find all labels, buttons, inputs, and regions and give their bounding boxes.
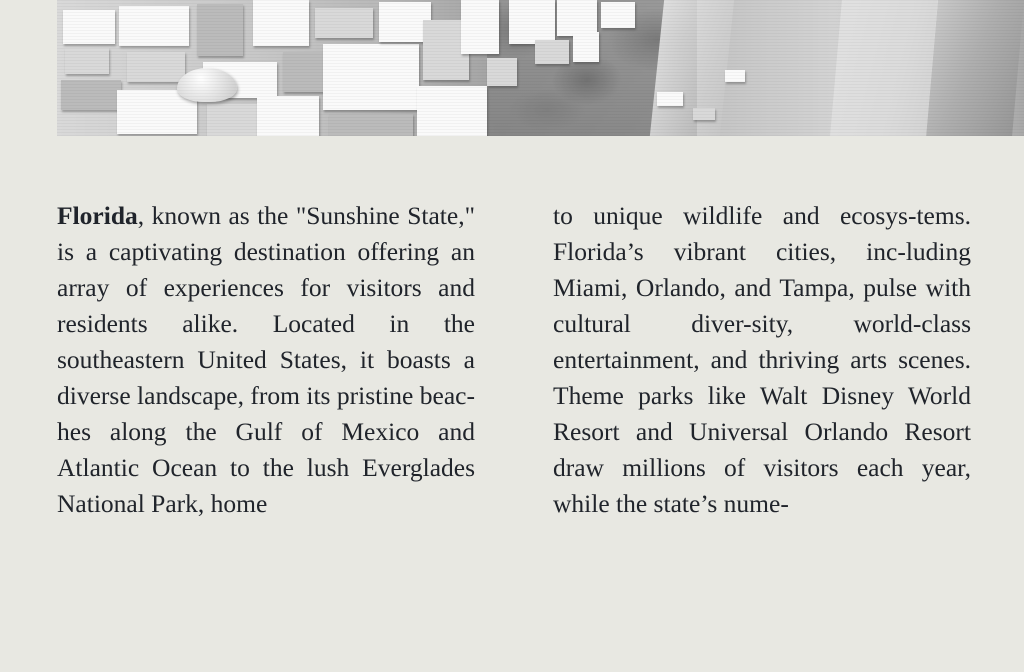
paragraph-left-text: , known as the "Sunshine State," is a captivating destination offering an array of experiences for visitors and residents alike. Located in the southeastern United States, it boasts a diverse landscape, from its pristine beac-hes along the Gulf of Mexico and Atlantic Ocean to the lush Everglades National Park, home	[57, 201, 475, 518]
column-left	[57, 198, 475, 522]
photo-building	[487, 58, 517, 86]
paragraph-right	[553, 198, 971, 522]
aerial-city-photo	[57, 0, 1024, 136]
photo-building	[127, 52, 185, 82]
photo-building	[63, 10, 115, 44]
photo-highrise	[509, 0, 555, 44]
photo-building	[197, 4, 243, 56]
photo-building	[61, 80, 121, 110]
photo-building	[65, 48, 109, 74]
photo-highrise	[557, 0, 597, 36]
column-right	[553, 198, 971, 522]
photo-building	[315, 8, 373, 38]
photo-building	[253, 0, 309, 46]
photo-building	[329, 114, 413, 136]
lead-word: Florida	[57, 201, 138, 230]
photo-building	[417, 86, 487, 136]
photo-highrise	[601, 2, 635, 28]
photo-building	[657, 92, 683, 106]
paragraph-right-text: to unique wildlife and ecosys-tems. Florida’s vibrant cities, inc-luding Miami, Orlando, and Tampa, pulse with cultural diver-sity, world-class entertainment, and thriving arts scenes. Theme parks like Walt Disney World Resort and Universal Orlando Resort draw millions of visitors each year, while the state’s nume-	[553, 201, 971, 518]
body-columns	[57, 198, 972, 522]
paragraph-left	[57, 198, 475, 522]
photo-domed-roof	[177, 68, 237, 102]
photo-building	[461, 0, 499, 54]
photo-highrise	[535, 40, 569, 64]
photo-building	[257, 96, 319, 136]
photo-building	[283, 52, 323, 92]
photo-building	[693, 108, 715, 120]
photo-ocean	[926, 0, 1024, 136]
photo-building	[119, 6, 189, 46]
photo-building	[725, 70, 745, 82]
hero-image	[57, 0, 1024, 136]
photo-roadway	[650, 0, 734, 136]
photo-building	[323, 44, 419, 110]
photo-highrise	[573, 32, 599, 62]
